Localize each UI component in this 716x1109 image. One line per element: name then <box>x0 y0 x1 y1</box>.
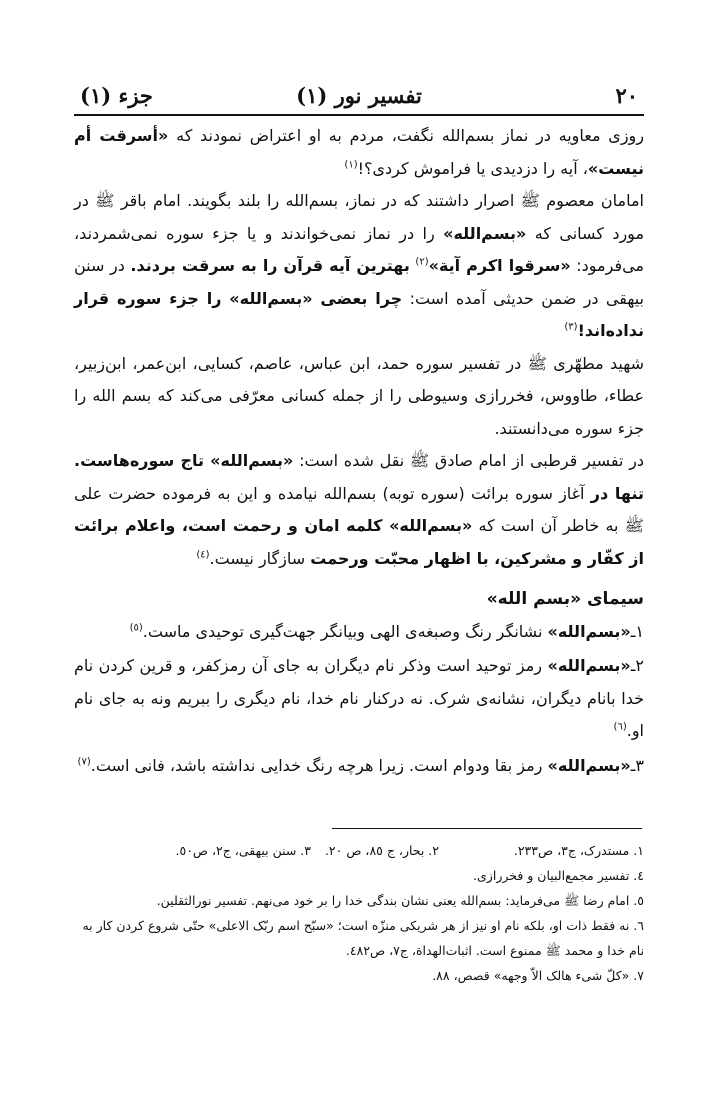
footnote-ref-6[interactable]: (٦) <box>613 721 627 733</box>
footnote-1: ١. مستدرک، ج٣، ص٢٣٣. <box>513 843 644 858</box>
list-item-3: ٣ـ«بسم‌الله» رمز بقا ودوام است. زیرا هرچه رنگ خدایی نداشته باشد، فانی است.$^{(٧)}$ <box>77 755 644 775</box>
section-heading: سیمای «بسم الله» <box>486 589 644 609</box>
paragraph-imams: امامان معصوم ﷺ اصرار داشتند که در نماز، بسم‌الله را بلند بگویند. امام باقر ﷺ در مورد کسانی که «بسم‌الله» را در نماز نمی‌خواندند و یا جزء سوره نمی‌شمردند، می‌فرمود: «سرقوا اکرم آیة»$^{(٢)}$ بهترین آیه قرآن را به سرقت بردند. در سنن بیهقی در ضمن حدیثی آمده است: چرا بعضی «بسم‌الله» را جزء سوره قرار نداده‌اند!$^{(٣)}$ <box>74 191 645 340</box>
footnote-4: ٤. تفسیر مجمع‌البیان و فخررازی. <box>473 868 644 883</box>
footnote-5: ٥. امام رضا ﷺ می‌فرماید: بسم‌الله یعنی نشان بندگی خدا را بر خود می‌نهم. تفسیر نورالثقلین. <box>156 893 644 908</box>
footnotes <box>74 838 644 988</box>
main-text <box>74 120 644 782</box>
footnote-ref-3[interactable]: (٣) <box>564 321 578 333</box>
page-number: ٢٠ <box>615 83 638 108</box>
list-item-2: ٢ـ«بسم‌الله» رمز توحید است وذکر نام دیگران به جای آن رمزکفر، و قرین کردن نام خدا بانام دیگران، نشانه‌ی شرک. نه درکنار نام خدا، نام دیگری را ببریم ونه به جای نام او.$^{(٦)}$ <box>74 656 644 740</box>
paragraph-muawiya: روزی معاویه در نماز بسم‌الله نگفت، مردم به او اعتراض نمودند که «أسرقت أم نیست»، آیه را دزدیدی یا فراموش کردی؟!$^{(١)}$ <box>74 126 645 178</box>
footnote-2: ٢. بحار، ج ٨٥، ص ٢٠. <box>324 843 439 858</box>
footnote-ref-2[interactable]: (٢) <box>415 256 429 268</box>
footnote-6: ٦. نه فقط ذات او، بلکه نام او نیز از هر شریکی منزّه است؛ «سبّح اسم ربّک الاعلی» حتّی شروع کردن کار به نام خدا و محمد ﷺ ممنوع است. اثبات‌الهداة، ج٧، ص٤٨٢. <box>82 918 644 958</box>
book-title: تفسیر نور (١) <box>296 83 422 108</box>
footnote-3: ٣. سنن بیهقی، ج٢، ص٥٠. <box>175 843 311 858</box>
quote-asaraqta: «أسرقت أم نیست» <box>74 126 644 178</box>
footnote-separator <box>332 828 642 829</box>
paragraph-qurtubi: در تفسیر قرطبی از امام صادق ﷺ نقل شده است: «بسم‌الله» تاج سوره‌هاست. تنها در آغاز سوره برائت (سوره توبه) بسم‌الله نیامده و این به فرموده حضرت علی ﷺ به خاطر آن است که «بسم‌الله» کلمه امان و رحمت است، واعلام برائت از کفّار و مشرکین، با اظهار محبّت ورحمت سازگار نیست.$^{(٤)}$ <box>74 451 645 568</box>
footnote-ref-5[interactable]: (٥) <box>129 622 143 634</box>
footnote-ref-7[interactable]: (٧) <box>77 756 91 768</box>
footnote-7: ٧. «کلّ شیء هالک الاّ وجهه» قصص، ٨٨. <box>432 968 644 983</box>
part-label: جزء (١) <box>80 83 153 108</box>
paragraph-motahhari: شهید مطهّری ﷺ در تفسیر سوره حمد، ابن عباس، عاصم، کسایی، ابن‌عمر، ابن‌زبیر، عطاء، طاووس، فخررازی وسیوطی را از جمله کسانی معرّفی می‌کند که بسم الله را جزء سوره می‌دانستند. <box>74 353 644 438</box>
footnote-ref-1[interactable]: (١) <box>344 159 358 171</box>
list-item-1: ١ـ«بسم‌الله» نشانگر رنگ وصبغه‌ی الهی وبیانگر جهت‌گیری توحیدی ماست.$^{(٥)}$ <box>129 621 644 641</box>
footnote-ref-4[interactable]: (٤) <box>196 549 210 561</box>
footnote-row-1 <box>74 838 644 863</box>
page-header <box>74 74 644 116</box>
